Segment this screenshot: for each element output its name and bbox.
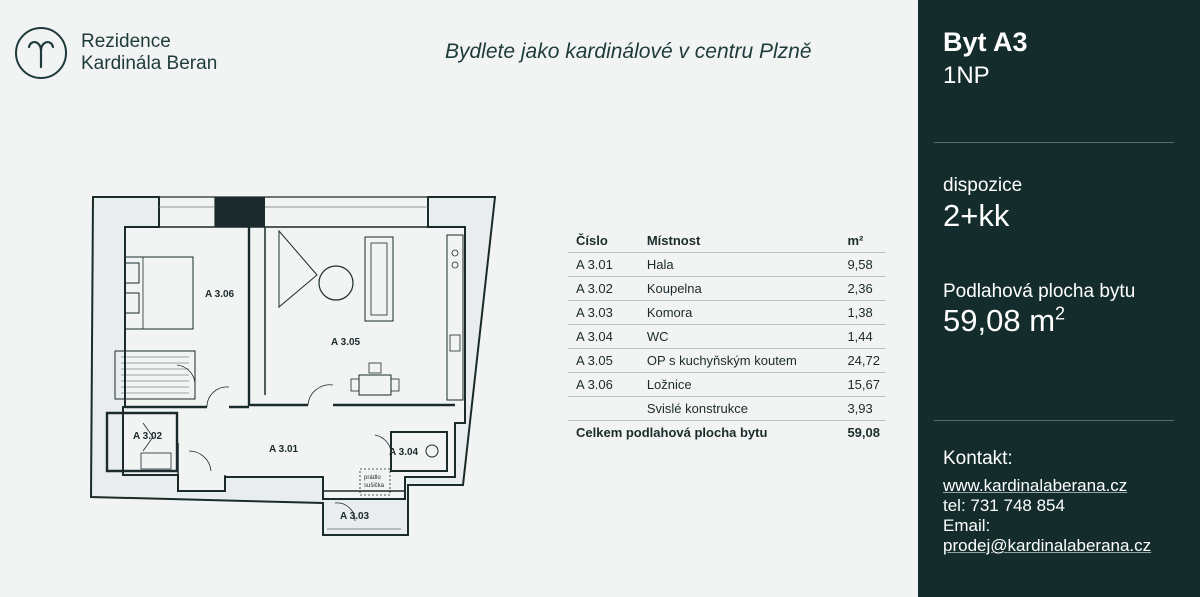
cell-area: 15,67: [839, 373, 886, 397]
room-label-a303: A 3.03: [340, 511, 370, 522]
closet-label-1: prádlo: [364, 475, 381, 481]
table-total-row: [568, 421, 886, 445]
col-header-area: m²: [839, 229, 886, 253]
closet-label-2: sušička: [364, 483, 385, 489]
brand-name-line1: Rezidence: [81, 31, 171, 52]
brand-name-line2: Kardinála Beran: [81, 53, 218, 74]
website-link[interactable]: www.kardinalaberana.cz: [943, 476, 1128, 495]
tagline: Bydlete jako kardinálové v centru Plzně: [445, 40, 812, 63]
cell-number: A 3.01: [568, 253, 639, 277]
room-table: [568, 229, 886, 444]
layout-value: 2+kk: [943, 198, 1010, 233]
cell-number: A 3.06: [568, 373, 639, 397]
cell-area: 3,93: [839, 397, 886, 421]
cell-number: A 3.04: [568, 325, 639, 349]
apartment-title: Byt A3: [943, 27, 1028, 57]
cell-room: Ložnice: [639, 373, 840, 397]
room-label-a306: A 3.06: [205, 289, 235, 300]
floor-plan: [85, 185, 505, 540]
table-header-row: [568, 229, 886, 253]
cell-area: 2,36: [839, 277, 886, 301]
cell-area: 1,38: [839, 301, 886, 325]
cell-room: OP s kuchyňským koutem: [639, 349, 840, 373]
cell-area: 24,72: [839, 349, 886, 373]
cell-area: 9,58: [839, 253, 886, 277]
total-label: Celkem podlahová plocha bytu: [576, 425, 768, 440]
cell-number: [568, 397, 639, 421]
area-unit-superscript: 2: [1055, 303, 1066, 324]
room-label-a302: A 3.02: [133, 431, 163, 442]
table-row: [568, 325, 886, 349]
total-value: 59,08: [847, 425, 880, 440]
divider-bottom: [934, 420, 1174, 421]
room-label-a301: A 3.01: [269, 444, 299, 455]
table-row: [568, 301, 886, 325]
cell-number: A 3.05: [568, 349, 639, 373]
cell-room: Komora: [639, 301, 840, 325]
cell-room: Koupelna: [639, 277, 840, 301]
contact-label: Kontakt:: [943, 448, 1013, 469]
room-label-a304: A 3.04: [389, 447, 419, 458]
table-row: [568, 397, 886, 421]
email-link[interactable]: prodej@kardinalaberana.cz: [943, 536, 1152, 555]
layout-label: dispozice: [943, 175, 1023, 196]
divider-top: [934, 142, 1174, 143]
col-header-number: Číslo: [568, 229, 639, 253]
cell-area: 1,44: [839, 325, 886, 349]
table-row: [568, 277, 886, 301]
area-value-number: 59,08 m: [943, 303, 1056, 338]
cell-room: Svislé konstrukce: [639, 397, 840, 421]
area-label: Podlahová plocha bytu: [943, 281, 1136, 302]
table-row: [568, 373, 886, 397]
cell-room: Hala: [639, 253, 840, 277]
cell-room: WC: [639, 325, 840, 349]
floor-label: 1NP: [943, 62, 990, 89]
aries-logo-icon: [15, 27, 67, 79]
col-header-room: Místnost: [639, 229, 840, 253]
area-value: [943, 303, 1065, 339]
email-label: Email:: [943, 516, 991, 535]
cell-number: A 3.02: [568, 277, 639, 301]
cell-number: A 3.03: [568, 301, 639, 325]
phone-text: tel: 731 748 854: [943, 496, 1065, 515]
table-row: [568, 253, 886, 277]
room-label-a305: A 3.05: [331, 337, 361, 348]
info-panel: [918, 0, 1200, 597]
table-row: [568, 349, 886, 373]
